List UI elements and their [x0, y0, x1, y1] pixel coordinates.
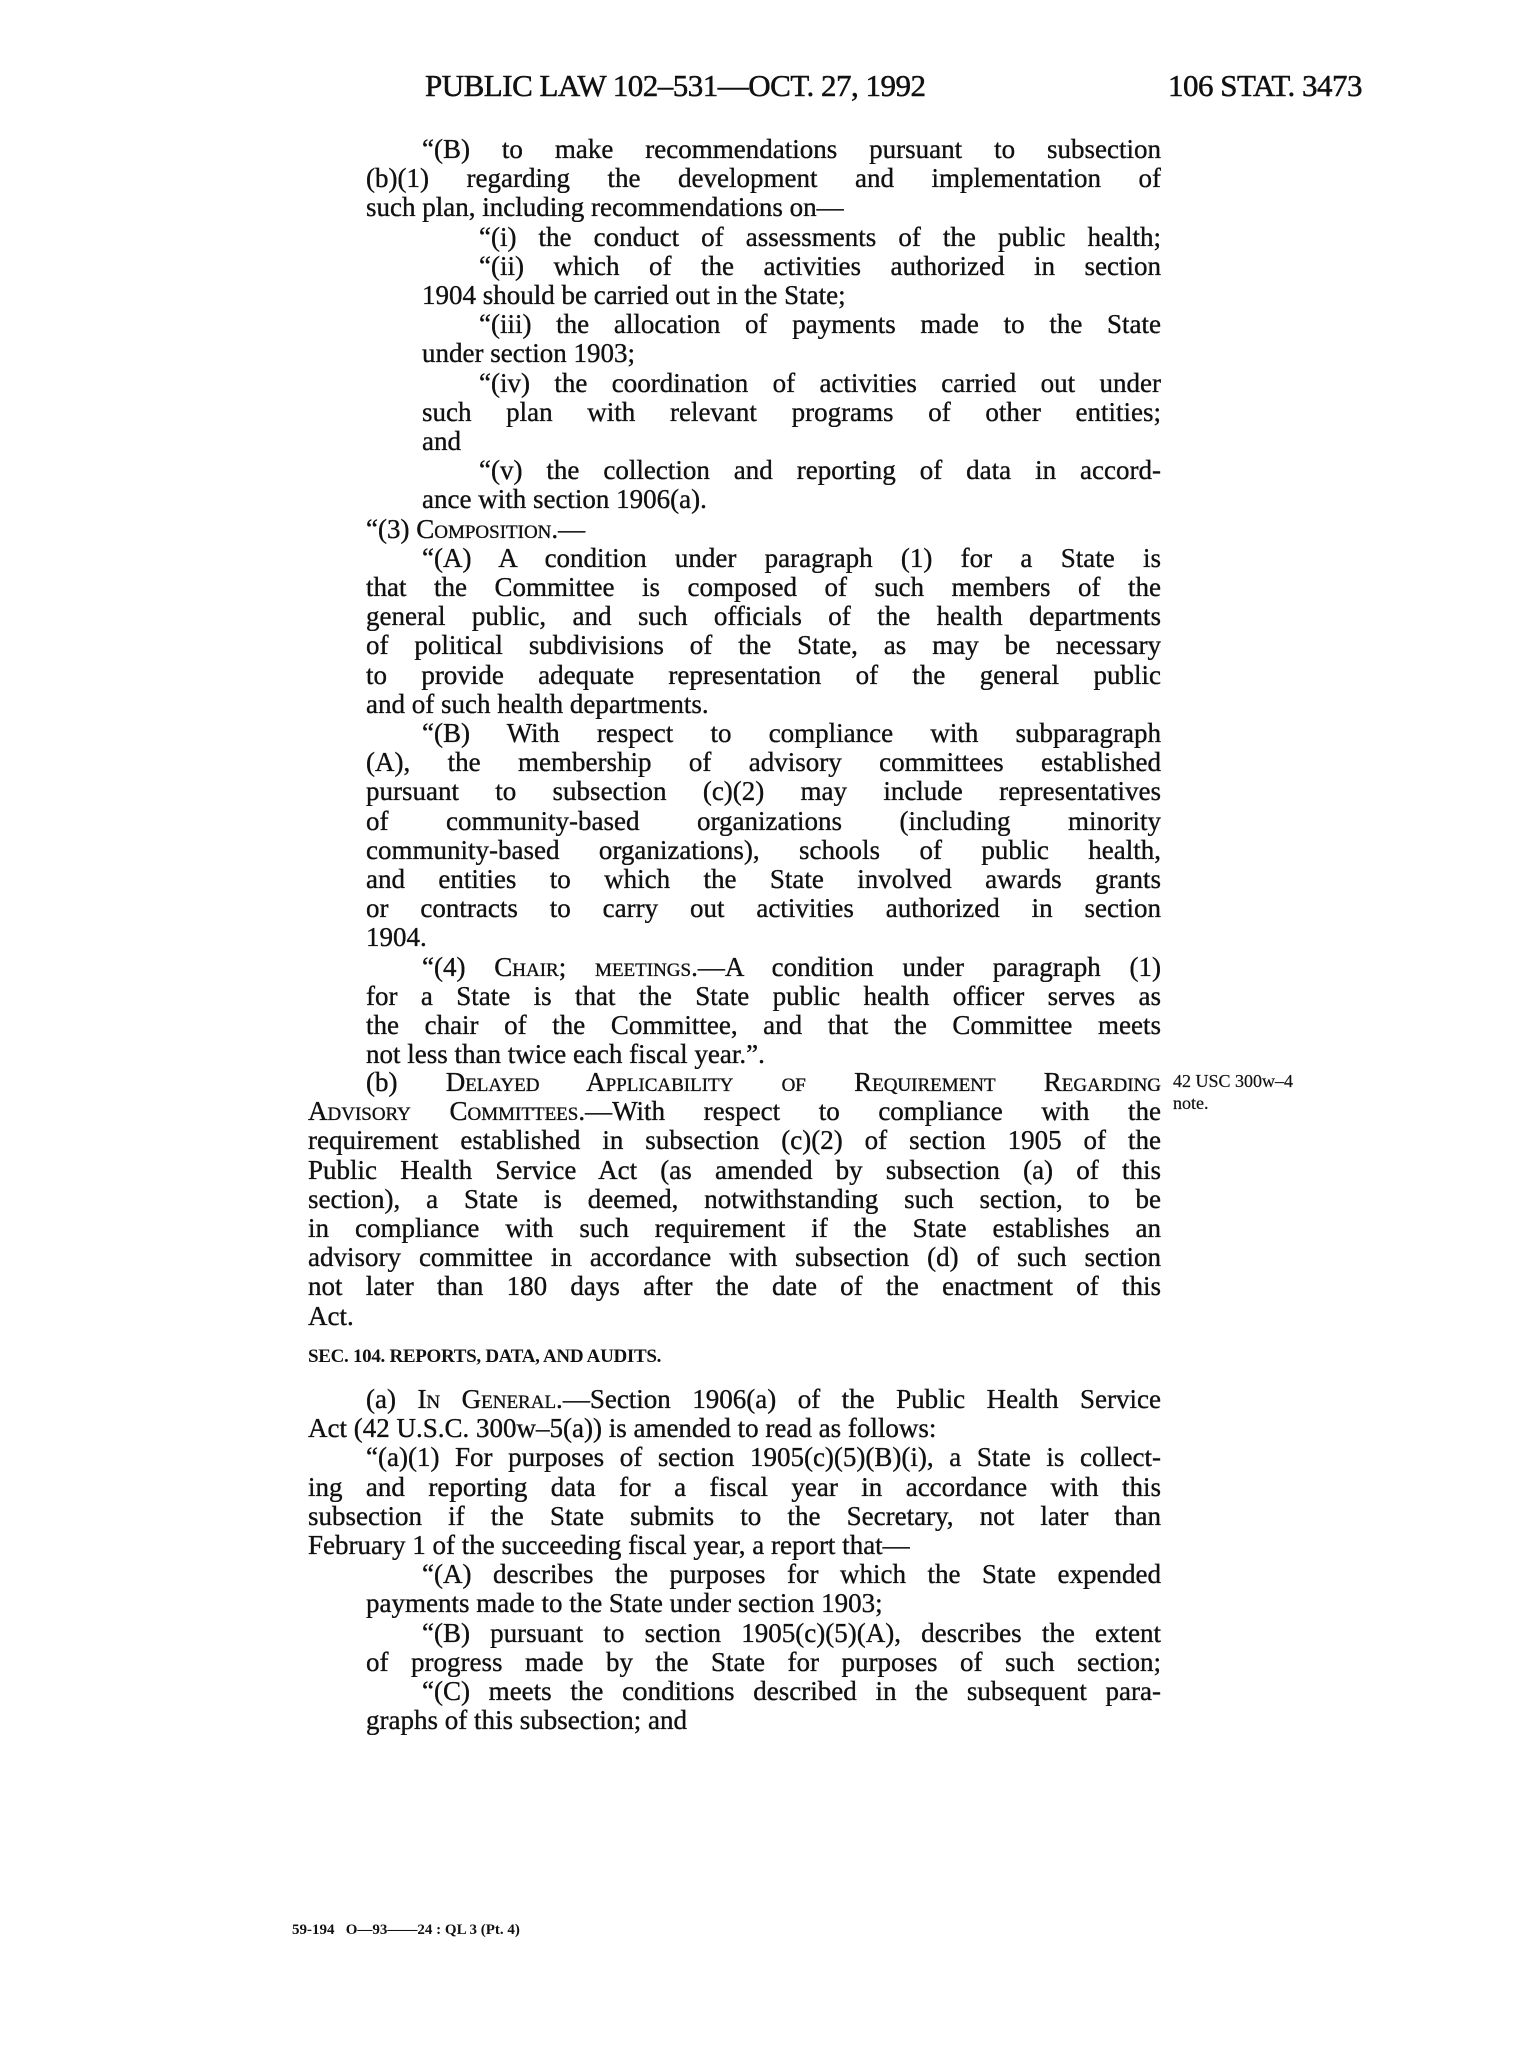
small-caps-heading: Delayed Applicability of Requirement Regarding — [445, 1068, 1161, 1097]
text-line — [366, 1706, 1161, 1735]
text-segment: payments made to the State under section 1903; — [366, 1589, 883, 1619]
text-segment: and of such health departments. — [366, 689, 709, 719]
text-line — [366, 807, 1161, 836]
text-segment: “(a)(1) For purposes of section 1905(c)(5)(B)(i), a State is collect- — [366, 1443, 1161, 1473]
text-segment: ance with section 1906(a). — [422, 485, 707, 515]
text-line — [366, 661, 1161, 690]
text-segment: —A condition under paragraph (1) — [697, 952, 1161, 982]
text-line — [308, 1414, 1161, 1443]
text-segment: of political subdivisions of the State, as may be necessary — [366, 631, 1161, 661]
text-line — [422, 544, 1161, 573]
text-line — [366, 1385, 1161, 1414]
text-line — [422, 427, 1161, 456]
text-segment: (a) — [366, 1385, 418, 1414]
text-line — [366, 1648, 1161, 1677]
text-segment: “(ii) which of the activities authorized in section — [479, 251, 1161, 281]
text-segment: pursuant to subsection (c)(2) may include representatives — [366, 777, 1161, 807]
text-segment: “(3) — [366, 514, 417, 544]
text-segment: —With respect to compliance with the — [585, 1097, 1161, 1127]
text-line — [366, 193, 1161, 222]
print-footer: 59-194 O—93——24 : QL 3 (Pt. 4) — [292, 1922, 520, 1938]
text-line — [366, 1011, 1161, 1040]
text-segment: Act. — [308, 1301, 354, 1331]
text-segment: of progress made by the State for purposes of such section; — [366, 1647, 1161, 1677]
text-segment: of community-based organizations (including minority — [366, 806, 1161, 836]
text-segment: —Section 1906(a) of the Public Health Service — [562, 1385, 1161, 1414]
text-line — [366, 836, 1161, 865]
small-caps-heading: In General. — [417, 1385, 563, 1414]
text-segment: Act (42 U.S.C. 300w–5(a)) is amended to read as follows: — [308, 1414, 937, 1444]
text-line — [422, 339, 1161, 368]
text-segment: “(4) — [422, 952, 495, 982]
text-segment: “(i) the conduct of assessments of the public health; — [479, 222, 1161, 252]
text-line — [366, 923, 1161, 952]
text-segment: ing and reporting data for a fiscal year in accordance with this — [308, 1472, 1161, 1502]
text-line — [479, 456, 1161, 485]
running-header-page-number: 106 STAT. 3473 — [1167, 68, 1362, 103]
text-segment: “(A) describes the purposes for which the State expended — [422, 1560, 1161, 1590]
text-line — [366, 1068, 1161, 1097]
text-segment: that the Committee is composed of such members of the — [366, 573, 1161, 602]
margin-note — [1173, 1070, 1293, 1114]
text-line — [422, 953, 1161, 982]
text-line — [366, 515, 1161, 544]
text-line — [366, 777, 1161, 806]
text-line — [422, 281, 1161, 310]
text-line — [479, 310, 1161, 339]
text-line — [366, 690, 1161, 719]
text-segment: “(iv) the coordination of activities carried out under — [479, 368, 1161, 398]
text-segment: not less than twice each fiscal year.”. — [366, 1040, 765, 1070]
text-line — [366, 748, 1161, 777]
text-line — [308, 1272, 1161, 1301]
text-segment: “(v) the collection and reporting of data in accord- — [479, 456, 1161, 486]
running-header-title: PUBLIC LAW 102–531—OCT. 27, 1992 — [425, 68, 926, 103]
text-segment: for a State is that the State public health officer serves as — [366, 981, 1161, 1011]
small-caps-heading: Chair; meetings. — [494, 952, 698, 982]
text-line — [422, 135, 1161, 164]
text-line — [308, 1302, 1161, 1331]
small-caps-heading: Advisory Committees. — [308, 1097, 586, 1127]
text-segment: to provide adequate representation of the general public — [366, 660, 1161, 690]
text-line — [308, 1126, 1161, 1155]
text-line — [366, 1589, 1161, 1618]
text-line — [422, 719, 1161, 748]
text-line — [366, 894, 1161, 923]
text-segment: graphs of this subsection; and — [366, 1706, 687, 1736]
text-segment: not later than 180 days after the date of the enactment of this — [308, 1272, 1161, 1302]
text-segment: “(B) With respect to compliance with subparagraph — [422, 719, 1161, 748]
text-segment: (b) — [366, 1068, 446, 1097]
section-heading: SEC. 104. REPORTS, DATA, AND AUDITS. — [308, 1346, 662, 1367]
text-line — [422, 1677, 1161, 1706]
text-line — [422, 1560, 1161, 1589]
text-segment: “(C) meets the conditions described in the subsequent para- — [422, 1677, 1161, 1706]
text-segment: “(B) pursuant to section 1905(c)(5)(A), describes the extent — [422, 1618, 1161, 1648]
text-line — [366, 164, 1161, 193]
text-segment: February 1 of the succeeding fiscal year, a report that— — [308, 1531, 910, 1560]
text-line — [479, 223, 1161, 252]
text-segment: 1904. — [366, 923, 427, 953]
text-segment: (A), the membership of advisory committees established — [366, 748, 1161, 778]
text-line — [308, 1502, 1161, 1531]
text-line — [366, 865, 1161, 894]
text-line — [422, 1619, 1161, 1648]
text-line — [366, 573, 1161, 602]
text-segment: community-based organizations), schools of public health, — [366, 835, 1161, 865]
text-segment: general public, and such officials of the health departments — [366, 602, 1161, 632]
margin-note-citation: 42 USC 300w–4 — [1173, 1071, 1294, 1091]
text-line — [366, 982, 1161, 1011]
text-line — [308, 1185, 1161, 1214]
text-segment: “(B) to make recommendations pursuant to subsection — [422, 135, 1161, 164]
text-line — [308, 1473, 1161, 1502]
text-line — [308, 1156, 1161, 1185]
text-segment: under section 1903; — [422, 339, 635, 369]
margin-note-label: note. — [1173, 1093, 1209, 1113]
text-segment: Public Health Service Act (as amended by subsection (a) of this — [308, 1155, 1161, 1185]
text-segment: and entities to which the State involved awards grants — [366, 865, 1161, 894]
text-segment: (b)(1) regarding the development and implementation of — [366, 164, 1161, 194]
text-segment: in compliance with such requirement if the State establishes an — [308, 1214, 1161, 1243]
text-segment: requirement established in subsection (c)(2) of section 1905 of the — [308, 1126, 1161, 1156]
text-segment: advisory committee in accordance with subsection (d) of such section — [308, 1243, 1161, 1273]
text-segment: or contracts to carry out activities authorized in section — [366, 894, 1161, 924]
text-segment: “(A) A condition under paragraph (1) for a State is — [422, 543, 1161, 573]
text-segment: such plan, including recommendations on— — [366, 193, 844, 223]
text-line — [308, 1243, 1161, 1272]
text-line — [479, 252, 1161, 281]
text-segment: the chair of the Committee, and that the Committee meets — [366, 1011, 1161, 1040]
text-line — [308, 1531, 1161, 1560]
text-line — [422, 485, 1161, 514]
text-segment: section), a State is deemed, notwithstanding such section, to be — [308, 1184, 1161, 1214]
text-segment: “(iii) the allocation of payments made to the State — [479, 310, 1161, 340]
text-line — [422, 398, 1161, 427]
text-line — [366, 1443, 1161, 1472]
text-segment: 1904 should be carried out in the State; — [422, 281, 846, 310]
text-segment: subsection if the State submits to the Secretary, not later than — [308, 1501, 1161, 1531]
text-segment: such plan with relevant programs of other entities; — [422, 397, 1161, 427]
text-line — [366, 1040, 1161, 1069]
text-segment: and — [422, 427, 461, 456]
text-line — [366, 602, 1161, 631]
small-caps-heading: Composition.— — [416, 514, 586, 544]
text-line — [308, 1097, 1161, 1126]
text-line — [308, 1214, 1161, 1243]
text-line — [479, 369, 1161, 398]
text-line — [366, 631, 1161, 660]
